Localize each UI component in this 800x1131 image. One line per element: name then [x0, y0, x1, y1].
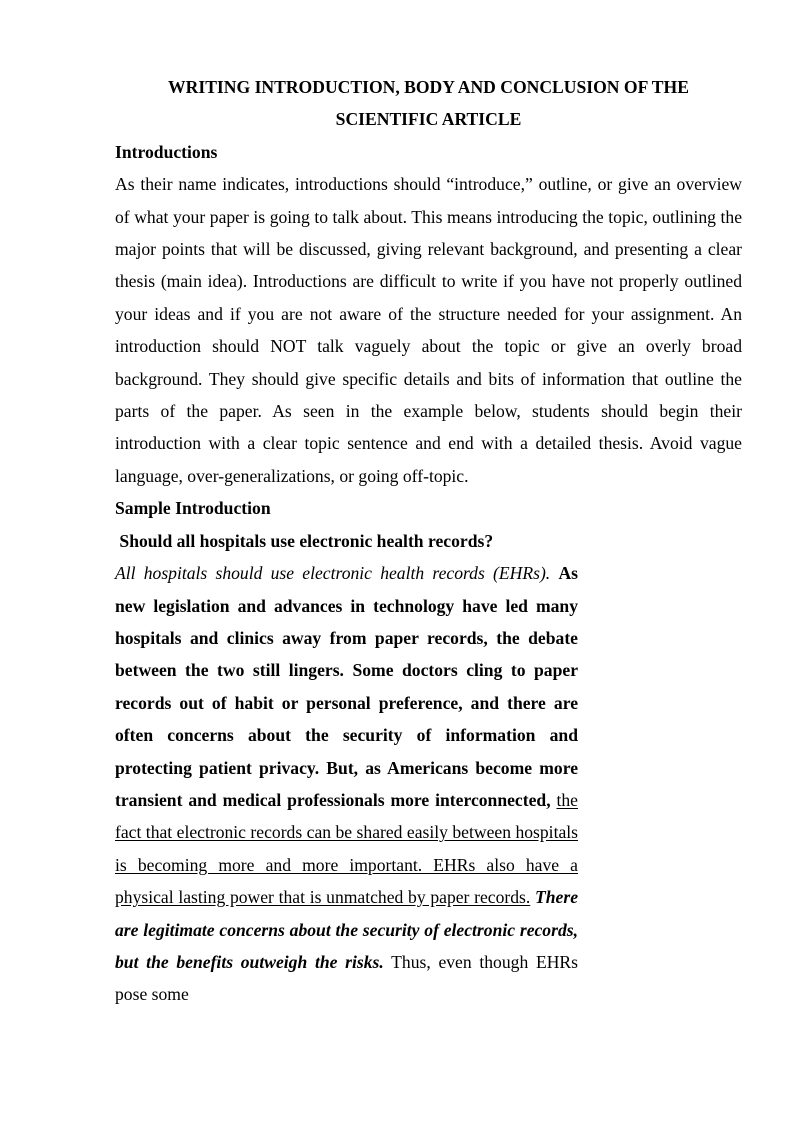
document-title-line-2: SCIENTIFIC ARTICLE: [335, 109, 522, 130]
document-title: [115, 71, 742, 136]
sample-question-text: Should all hospitals use electronic health records?: [119, 530, 494, 551]
document-title-line-1: WRITING INTRODUCTION, BODY AND CONCLUSION OF THE: [168, 77, 689, 97]
sample-plain-text: Thus, even though EHRs pose some: [115, 951, 578, 1005]
sample-question: [115, 525, 742, 557]
sample-introduction-heading: Sample Introduction: [115, 498, 271, 519]
section-heading-introductions: Introductions: [115, 141, 218, 162]
sample-thesis-bold-italic: There are legitimate concerns about the security of electronic records, but the benefits outweigh the risks.: [115, 887, 579, 972]
sample-introduction-paragraph: [115, 557, 578, 1011]
intro-paragraph: As their name indicates, introductions should “introduce,” outline, or give an overview of what your paper is going to talk about. This means introducing the topic, outlining the major points that will be discussed, giving relevant background, and presenting a clear thesis (main idea). Introductions are difficult to write if you have not properly outlined your ideas and if you are not aware of the structure needed for your assignment. An introduction should NOT talk vaguely about the topic or give an overly broad background. They should give specific details and bits of information that outline the parts of the paper. As seen in the example below, students should begin their introduction with a clear topic sentence and end with a detailed thesis. Avoid vague language, over-generalizations, or going off-topic.: [115, 174, 742, 486]
sample-underlined-text: the fact that electronic records can be shared easily between hospitals is becoming more and more important. EHRs also have a physical lasting power that is unmatched by paper records.: [115, 789, 578, 908]
sample-topic-sentence: All hospitals should use electronic health records (EHRs).: [115, 563, 551, 584]
sample-bold-text: As new legislation and advances in technology have led many hospitals and clinics away from paper records, the debate between the two still lingers. Some doctors cling to paper records out of habit or personal preference, and there are often concerns about the security of information and protecting patient privacy. But, as Americans become more transient and medical professionals more interconnected,: [115, 563, 578, 810]
document-content: [115, 71, 742, 1011]
